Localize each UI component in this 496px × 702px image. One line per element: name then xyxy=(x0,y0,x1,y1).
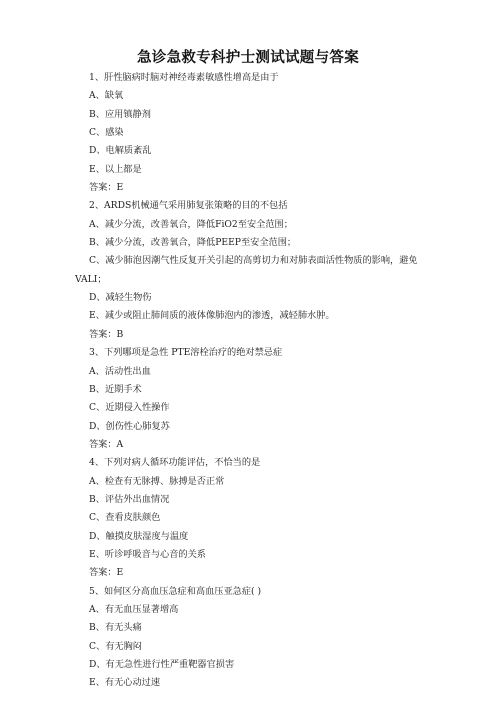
question-5-stem: 5、如何区分高血压急症和高血压亚急症( ) xyxy=(89,585,262,597)
question-2-option-e: E、减少或阻止肺间质的液体像肺泡内的渗透，减轻肺水肿。 xyxy=(89,310,335,322)
question-1-option-e: E、以上都是 xyxy=(89,163,142,175)
question-4-option-a: A、检查有无脉搏、脉搏是否正常 xyxy=(89,475,225,487)
question-1-stem: 1、肝性脑病时脑对神经毒素敏感性增高是由于 xyxy=(89,72,279,83)
question-5-option-d: D、有无急性进行性严重靶器官损害 xyxy=(89,659,235,670)
document-title: 急诊急救专科护士测试试题与答案 xyxy=(137,50,359,66)
question-2-option-d: D、减轻生物伤 xyxy=(89,292,152,304)
question-5-option-e: E、有无心动过速 xyxy=(89,677,161,689)
question-4-answer: 答案：E xyxy=(89,567,124,579)
question-3-option-d: D、创伤性心肺复苏 xyxy=(89,420,170,432)
question-2-option-c: C、减少肺泡因潮气性反复开关引起的高剪切力和对肺表面活性物质的影响，避免VALI； xyxy=(75,255,418,285)
question-2-option-b: B、减少分流，改善氧合，降低PEEP至安全范围； xyxy=(89,237,297,249)
question-4-option-d: D、触摸皮肤湿度与温度 xyxy=(89,530,189,542)
question-2-option-a: A、减少分流，改善氧合，降低FiO2至安全范围； xyxy=(89,218,293,230)
question-3-option-c: C、近期侵入性操作 xyxy=(89,402,170,414)
question-4-option-e: E、听诊呼吸音与心音的关系 xyxy=(89,548,206,560)
question-1-option-c: C、感染 xyxy=(89,127,124,139)
question-1-option-a: A、缺氧 xyxy=(89,90,124,102)
question-4-option-c: C、查看皮肤颜色 xyxy=(89,512,161,524)
question-3-option-b: B、近期手术 xyxy=(89,383,142,395)
question-3-stem: 3、下列哪项是急性 PTE溶栓治疗的绝对禁忌症 xyxy=(89,347,283,359)
question-2-stem: 2、ARDS机械通气采用肺复张策略的目的不包括 xyxy=(89,200,288,212)
question-5-option-b: B、有无头痛 xyxy=(89,622,142,634)
question-3-option-a: A、活动性出血 xyxy=(89,365,151,377)
question-2-answer: 答案：B xyxy=(89,328,124,340)
question-5-option-c: C、有无胸闷 xyxy=(89,640,142,652)
question-4-option-b: B、评估外出血情况 xyxy=(89,493,170,505)
question-1-option-b: B、应用镇静剂 xyxy=(89,108,151,120)
question-1-option-d: D、电解质紊乱 xyxy=(89,145,152,157)
question-list xyxy=(75,69,435,693)
question-1-answer: 答案：E xyxy=(89,182,124,194)
question-4-stem: 4、下列对病人循环功能评估，不恰当的是 xyxy=(89,457,261,469)
question-5-option-a: A、有无血压显著增高 xyxy=(89,603,179,615)
question-3-answer: 答案：A xyxy=(89,438,124,450)
